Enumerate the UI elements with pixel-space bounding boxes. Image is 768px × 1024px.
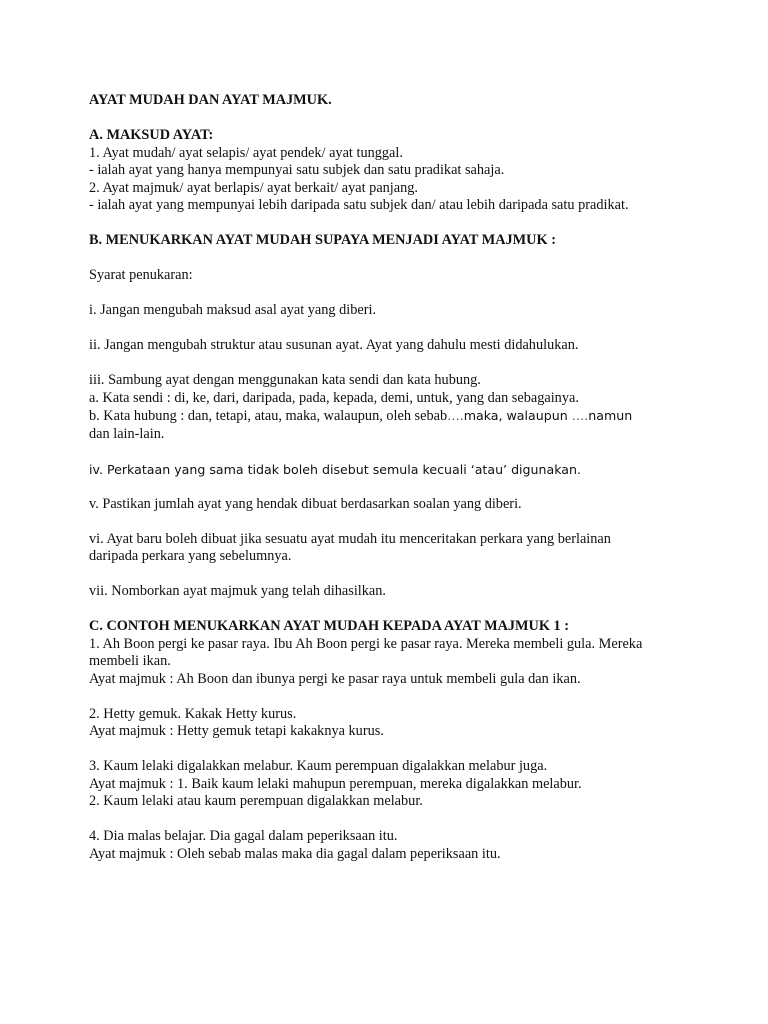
section-a-line: - ialah ayat yang mempunyai lebih daripada satu subjek dan/ atau lebih daripada satu pradikat. bbox=[89, 197, 629, 213]
rule-3-conjunctions-line bbox=[89, 407, 689, 426]
example-1-answer: Ayat majmuk : Ah Boon dan ibunya pergi ke pasar raya untuk membeli gula dan ikan. bbox=[89, 670, 581, 687]
document-content bbox=[89, 92, 689, 863]
rule-3-text: maka, walaupun bbox=[463, 408, 572, 423]
section-b-intro: Syarat penukaran: bbox=[89, 267, 193, 283]
example-1-line: membeli ikan. bbox=[89, 653, 171, 669]
rule-3-line: a. Kata sendi : di, ke, dari, daripada, pada, kepada, demi, untuk, yang dan sebagainya. bbox=[89, 389, 579, 406]
example-4-line: 4. Dia malas belajar. Dia gagal dalam peperiksaan itu. bbox=[89, 828, 398, 844]
section-c-heading: C. CONTOH MENUKARKAN AYAT MUDAH KEPADA AYAT MAJMUK 1 : bbox=[89, 618, 570, 634]
example-4-answer: Ayat majmuk : Oleh sebab malas maka dia gagal dalam peperiksaan itu. bbox=[89, 845, 501, 862]
section-a-heading: A. MAKSUD AYAT: bbox=[89, 127, 214, 143]
document-title: AYAT MUDAH DAN AYAT MAJMUK. bbox=[89, 92, 332, 108]
example-3-line: 3. Kaum lelaki digalakkan melabur. Kaum perempuan digalakkan melabur juga. bbox=[89, 758, 548, 774]
rule-6-line: daripada perkara yang sebelumnya. bbox=[89, 548, 292, 564]
section-a-line: 1. Ayat mudah/ ayat selapis/ ayat pendek/ ayat tunggal. bbox=[89, 144, 403, 161]
rule-2: ii. Jangan mengubah struktur atau susunan ayat. Ayat yang dahulu mesti didahulukan. bbox=[89, 337, 579, 353]
ellipsis: …. bbox=[447, 408, 464, 423]
rule-3-line: iii. Sambung ayat dengan menggunakan kata sendi dan kata hubung. bbox=[89, 372, 481, 388]
rule-3-line: dan lain-lain. bbox=[89, 425, 165, 442]
example-3-answer: Ayat majmuk : 1. Baik kaum lelaki mahupun perempuan, mereka digalakkan melabur. bbox=[89, 775, 582, 792]
section-b-heading: B. MENUKARKAN AYAT MUDAH SUPAYA MENJADI AYAT MAJMUK : bbox=[89, 232, 556, 248]
rule-1: i. Jangan mengubah maksud asal ayat yang diberi. bbox=[89, 302, 377, 318]
ellipsis: …. bbox=[571, 408, 589, 423]
example-1-line: 1. Ah Boon pergi ke pasar raya. Ibu Ah Boon pergi ke pasar raya. Mereka membeli gula. Mereka bbox=[89, 635, 643, 652]
rule-3-text: b. Kata hubung : dan, tetapi, atau, maka, walaupun, oleh sebab bbox=[89, 408, 448, 424]
section-a-line: 2. Ayat majmuk/ ayat berlapis/ ayat berkait/ ayat panjang. bbox=[89, 179, 418, 196]
example-2-answer: Ayat majmuk : Hetty gemuk tetapi kakaknya kurus. bbox=[89, 723, 384, 739]
rule-3-text: namun bbox=[588, 408, 633, 423]
rule-6-line: vi. Ayat baru boleh dibuat jika sesuatu ayat mudah itu menceritakan perkara yang berlainan bbox=[89, 530, 611, 547]
rule-7: vii. Nomborkan ayat majmuk yang telah dihasilkan. bbox=[89, 583, 386, 599]
section-a-line: - ialah ayat yang hanya mempunyai satu subjek dan satu pradikat sahaja. bbox=[89, 162, 505, 178]
example-3-answer: 2. Kaum lelaki atau kaum perempuan digalakkan melabur. bbox=[89, 793, 423, 809]
rule-4: iv. Perkataan yang sama tidak boleh disebut semula kecuali ‘atau’ digunakan. bbox=[89, 461, 582, 477]
rule-5: v. Pastikan jumlah ayat yang hendak dibuat berdasarkan soalan yang diberi. bbox=[89, 495, 522, 512]
example-2-line: 2. Hetty gemuk. Kakak Hetty kurus. bbox=[89, 705, 297, 722]
